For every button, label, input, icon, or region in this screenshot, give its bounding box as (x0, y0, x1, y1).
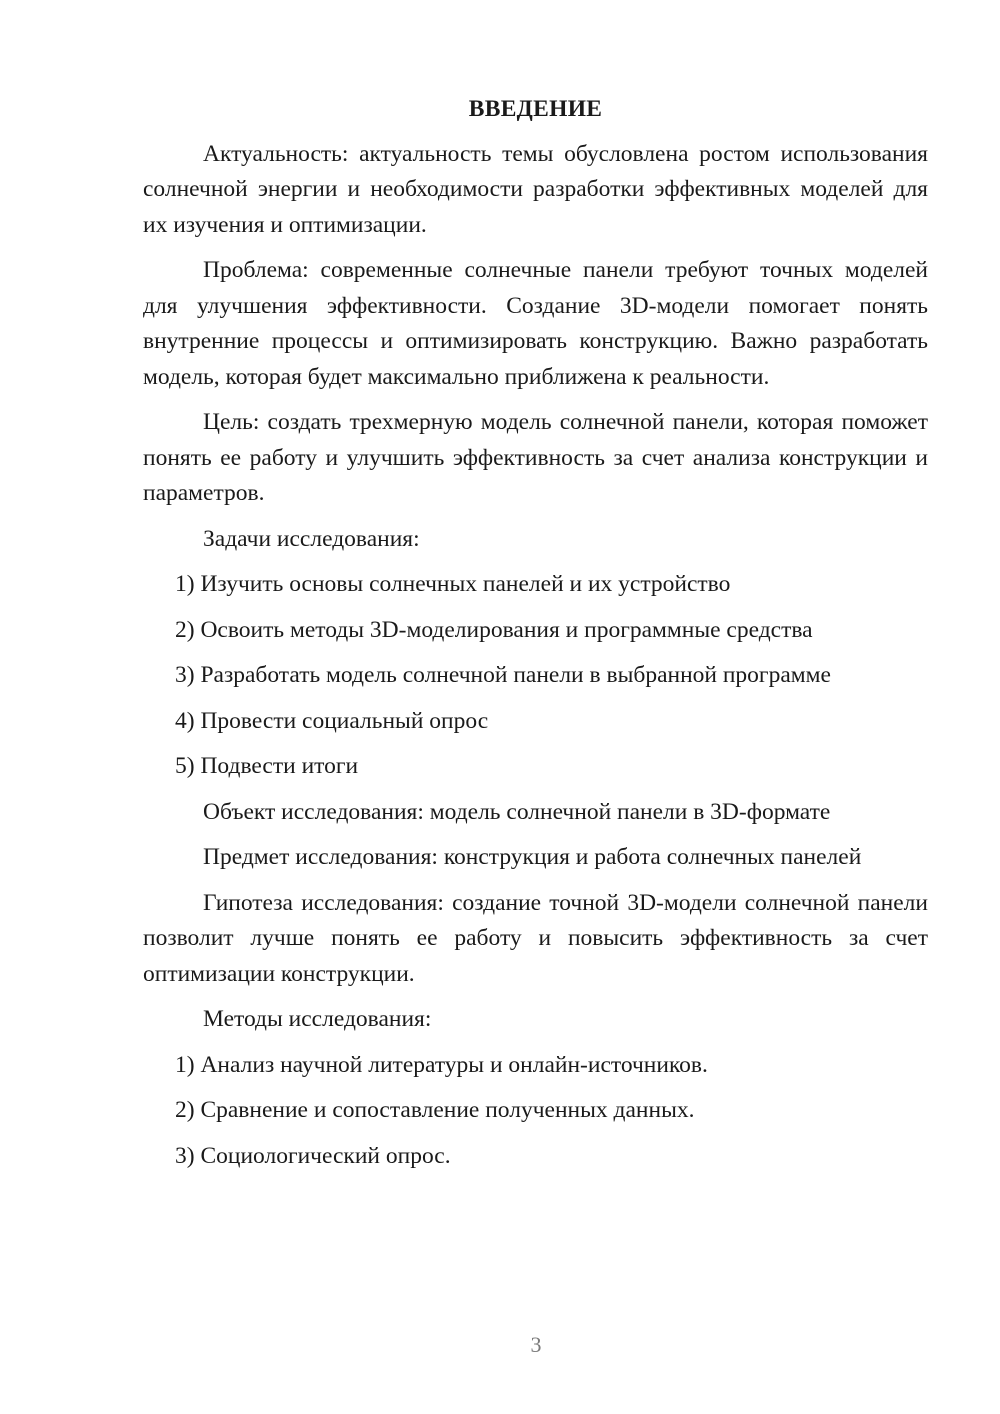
hypothesis-paragraph: Гипотеза исследования: создание точной 3D-модели солнечной панели позволит лучше понять ее работу и повысить эффективность за счет оптимизации конструкции. (143, 889, 928, 987)
method-item: 3) Социологический опрос. (175, 1142, 451, 1169)
tasks-title: Задачи исследования: (203, 525, 420, 552)
research-object: Объект исследования: модель солнечной панели в 3D-формате (203, 798, 831, 825)
methods-title: Методы исследования: (203, 1006, 432, 1032)
relevance-paragraph: Актуальность: актуальность темы обусловлена ростом использования солнечной энергии и необходимости разработки эффективных моделей для их изучения и оптимизации. (143, 140, 928, 238)
problem-paragraph: Проблема: современные солнечные панели требуют точных моделей для улучшения эффективности. Создание 3D-модели помогает понять внутренние процессы и оптимизировать конструкцию. Важно разработать модель, которая будет максимально приближена к реальности. (143, 257, 928, 390)
research-subject: Предмет исследования: конструкция и работа солнечных панелей (203, 844, 862, 870)
method-item: 2) Сравнение и сопоставление полученных данных. (175, 1097, 695, 1123)
task-item: 3) Разработать модель солнечной панели в выбранной программе (175, 662, 831, 688)
document-body (143, 92, 928, 1184)
method-item: 1) Анализ научной литературы и онлайн-источников. (175, 1051, 708, 1078)
task-item: 5) Подвести итоги (175, 753, 359, 779)
section-heading: ВВЕДЕНИЕ (468, 96, 603, 122)
page-number: 3 (530, 1332, 542, 1357)
goal-paragraph: Цель: создать трехмерную модель солнечной панели, которая поможет понять ее работу и улучшить эффективность за счет анализа конструкции и параметров. (143, 409, 928, 506)
task-item: 4) Провести социальный опрос (175, 707, 489, 734)
task-item: 2) Освоить методы 3D-моделирования и программные средства (175, 616, 813, 643)
task-item: 1) Изучить основы солнечных панелей и их устройство (175, 571, 731, 597)
